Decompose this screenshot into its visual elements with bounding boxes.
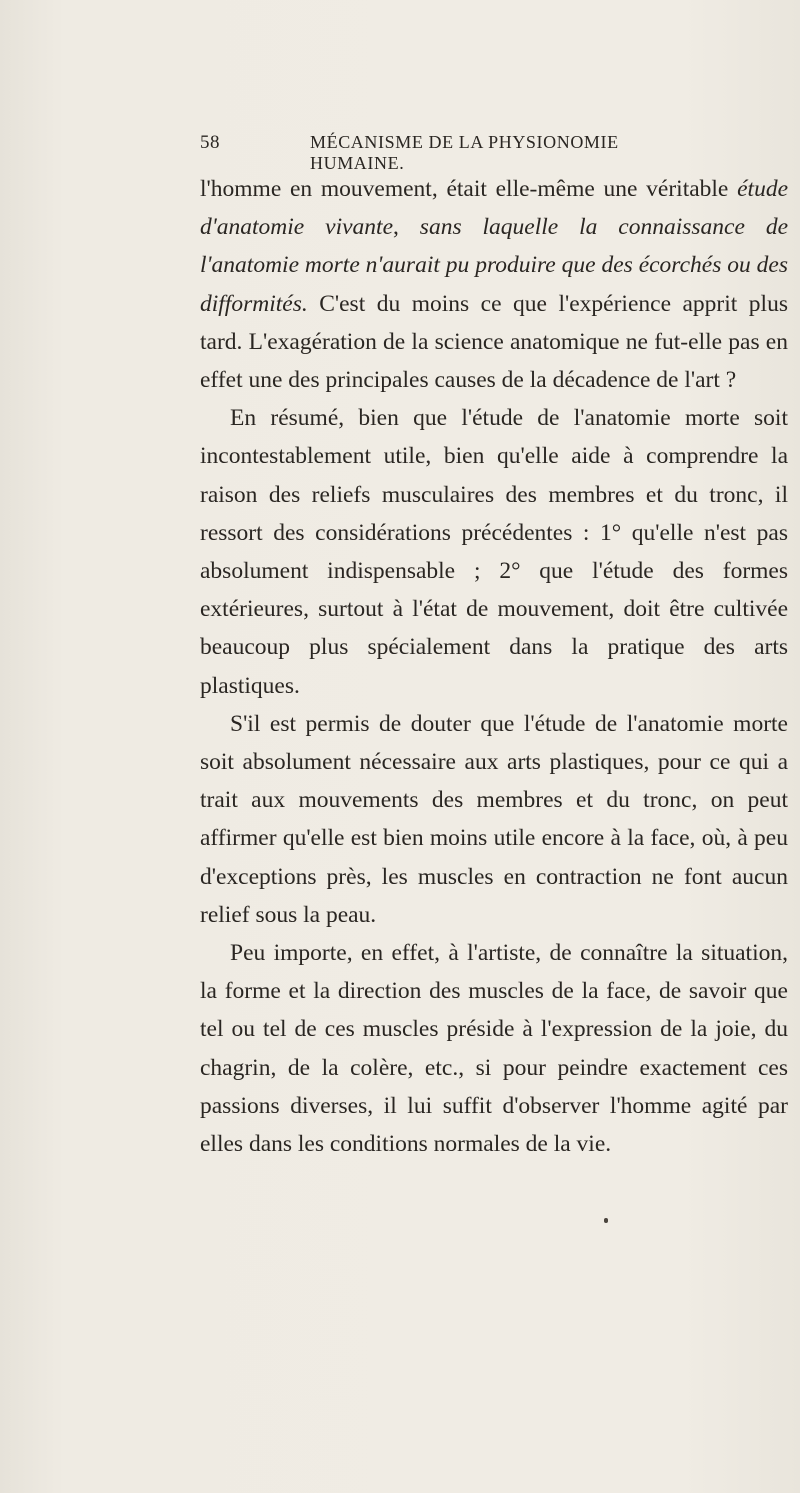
italic-segment: étude d'anatomie vivante bbox=[200, 176, 788, 241]
text-segment: C'est du moins ce que l'expérience apprit plus tard. L'exagération de la science anatomique ne fut-elle pas en effet une des principales causes de la décadence de l'art ? bbox=[200, 290, 788, 394]
text-segment: l'homme en mouvement, était elle-même une véritable bbox=[200, 176, 738, 202]
paragraph-4 bbox=[200, 934, 788, 1163]
paragraph-2 bbox=[200, 399, 788, 705]
text-segment: S'il est permis de douter que l'étude de l'anatomie morte soit absolument nécessaire aux arts plastiques, pour ce qui a trait aux mouvements des membres et du tronc, on peut affirmer qu'elle est bien moins utile encore à la face, où, à peu d'exceptions près, les muscles en contraction ne font aucun relief sous la peau. bbox=[200, 710, 788, 928]
paragraph-3 bbox=[200, 705, 788, 934]
text-segment: En résumé, bien que l'étude de l'anatomie morte soit incontestablement utile, bien qu'elle aide à comprendre la raison des reliefs musculaires des membres et du tronc, il ressort des considérations précédentes : 1° qu'elle n'est pas absolument indispensable ; 2° que l'étude des formes extérieures, surtout à l'état de mouvement, doit être cultivée beaucoup plus spécialement dans la pratique des arts plastiques. bbox=[200, 405, 788, 699]
running-title: MÉCANISME DE LA PHYSIONOMIE HUMAINE. bbox=[310, 132, 619, 173]
page-number: 58 bbox=[200, 132, 220, 153]
page-header bbox=[200, 132, 670, 173]
text-segment: Peu importe, en effet, à l'artiste, de connaître la situation, la forme et la direction des muscles de la face, de savoir que tel ou tel de ces muscles préside à l'expression de la joie, du chagrin, de la colère, etc., si pour peindre exactement ces passions diverses, il lui suffit d'observer l'homme agité par elles dans les conditions normales de la vie. bbox=[200, 940, 788, 1158]
ink-speck bbox=[604, 1218, 608, 1223]
text-segment: , bbox=[393, 214, 420, 241]
italic-segment: sans laquelle la connaissance de l'anatomie morte n'aurait pu produire que des écorchés ou des difformités. bbox=[200, 214, 789, 317]
paragraph-1 bbox=[200, 170, 788, 399]
body-text bbox=[200, 170, 788, 1163]
